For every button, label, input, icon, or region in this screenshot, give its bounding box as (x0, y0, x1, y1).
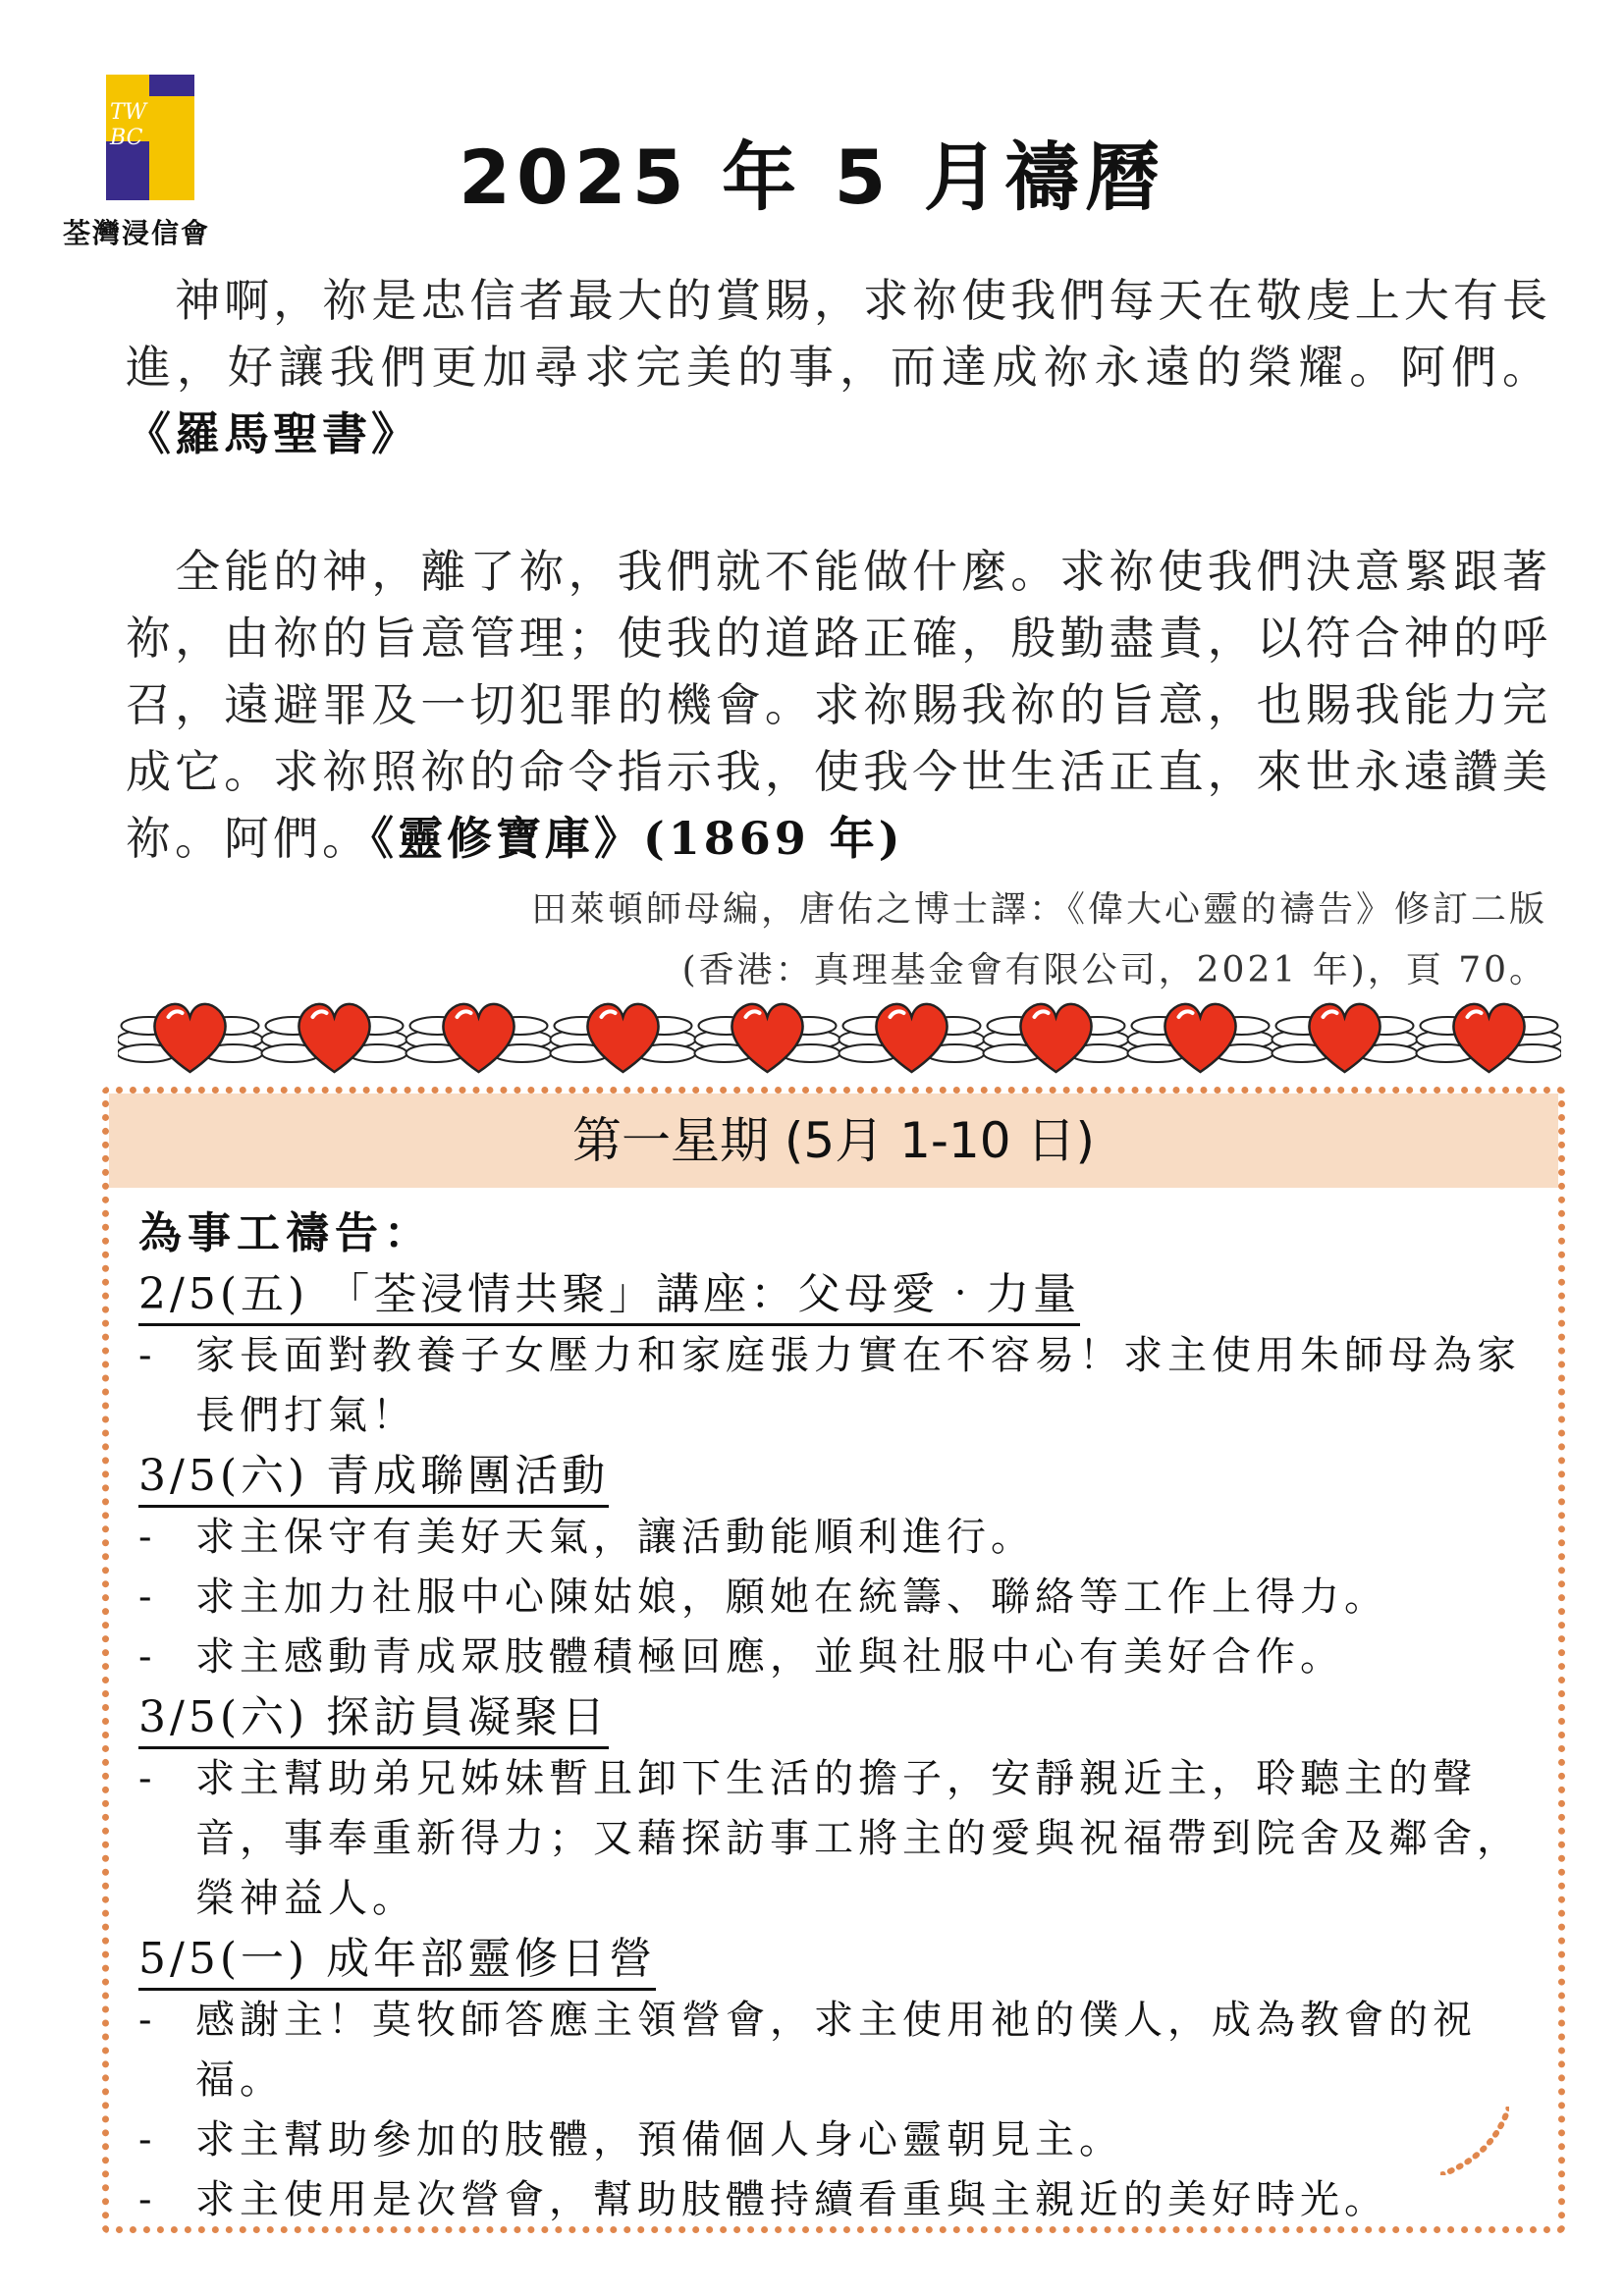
prayer-item: - 求主幫助弟兄姊妹暫且卸下生活的擔子，安靜親近主，聆聽主的聲音，事奉重新得力；又藉探訪事工將主的愛與祝福帶到院舍及鄰舍，榮神益人。 (138, 1756, 1521, 1921)
prayer-text: 神啊，祢是忠信者最大的賞賜，求祢使我們每天在敬虔上大有長進，好讓我們更加尋求完美的事，而達成祢永遠的榮耀。阿們。 (126, 274, 1551, 394)
winged-heart-icon (406, 1004, 552, 1072)
winged-heart-icon (118, 1004, 263, 1072)
prayer-item: - 家長面對教養子女壓力和家庭張力實在不容易！求主使用朱師母為家長們打氣！ (138, 1333, 1521, 1438)
prayer-item-text: 求主加力社服中心陳姑娘，願她在統籌、聯絡等工作上得力。 (195, 1575, 1388, 1620)
prayer-item-text: 感謝主！莫牧師答應主領營會，求主使用祂的僕人，成為教會的祝福。 (195, 1998, 1477, 2103)
prayer-text: 全能的神，離了祢，我們就不能做什麼。求祢使我們決意緊跟著祢，由祢的旨意管理；使我的道路正確，殷勤盡責，以符合神的呼召，遠避罪及一切犯罪的機會。求祢賜我祢的旨意，也賜我能力完成它。求祢照祢的命令指示我，使我今世生活正直，來世永遠讚美祢。阿們。 (126, 545, 1551, 865)
event-title: 2/5(五) 「荃浸情共聚」講座：父母愛‧力量 (138, 1266, 1080, 1326)
week-body (138, 1203, 1529, 2230)
event-title: 3/5(六) 探訪員凝聚日 (138, 1689, 609, 1749)
prayer-item: - 求主幫助參加的肢體，預備個人身心靈朝見主。 (138, 2117, 1123, 2163)
page-curl-decoration (1440, 2107, 1509, 2175)
prayer-item-text: 求主感動青成眾肢體積極回應，並與社服中心有美好合作。 (195, 1634, 1344, 1680)
week-prayer-box (102, 1087, 1565, 2233)
church-name: 荃灣浸信會 (63, 217, 211, 249)
prayer-source: 《靈修寶庫》(1869 年) (371, 812, 904, 865)
page-title: 2025 年 5 月禱曆 (459, 133, 1165, 221)
event-block (138, 1264, 1529, 1446)
winged-heart-icon (839, 1004, 985, 1072)
winged-heart-icon (1128, 1004, 1273, 1072)
winged-heart-icon (262, 1004, 407, 1072)
winged-heart-icon (984, 1004, 1129, 1072)
event-block (138, 1929, 1529, 2230)
prayer-item-text: 求主幫助參加的肢體，預備個人身心靈朝見主。 (195, 2117, 1123, 2163)
winged-heart-icon (695, 1004, 840, 1072)
week-header: 第一星期 (5月 1-10 日) (109, 1094, 1558, 1188)
hearts-border (118, 991, 1561, 1080)
logo-letters-top: TW (110, 100, 147, 125)
prayer-item-text: 求主使用是次營會，幫助肢體持續看重與主親近的美好時光。 (195, 2177, 1388, 2222)
prayer-item-text: 家長面對教養子女壓力和家庭張力實在不容易！求主使用朱師母為家長們打氣！ (195, 1333, 1521, 1438)
event-block (138, 1687, 1529, 1929)
prayer-item: - 求主保守有美好天氣，讓活動能順利進行。 (138, 1515, 1035, 1560)
prayer-item: - 求主加力社服中心陳姑娘，願她在統籌、聯絡等工作上得力。 (138, 1575, 1388, 1620)
prayer-item-text: 求主幫助弟兄姊妹暫且卸下生活的擔子，安靜親近主，聆聽主的聲音，事奉重新得力；又藉探訪事工將主的愛與祝福帶到院舍及鄰舍，榮神益人。 (195, 1756, 1521, 1921)
logo-block (149, 75, 194, 96)
prayer-paragraph (126, 267, 1551, 467)
prayer-item: - 求主感動青成眾肢體積極回應，並與社服中心有美好合作。 (138, 1634, 1344, 1680)
winged-heart-icon (1272, 1004, 1418, 1072)
event-title: 3/5(六) 青成聯團活動 (138, 1448, 609, 1508)
prayer-item-text: 求主保守有美好天氣，讓活動能順利進行。 (195, 1515, 1035, 1560)
citation-line: 田萊頓師母編，唐佑之博士譯：《偉大心靈的禱告》修訂二版 (530, 889, 1547, 930)
citation-line: (香港：真理基金會有限公司，2021 年)，頁 70。 (681, 950, 1547, 990)
winged-heart-icon (551, 1004, 696, 1072)
logo-letters-bottom: BC (110, 126, 143, 150)
prayer-source: 《羅馬聖書》 (126, 407, 420, 460)
prayer-item: - 求主使用是次營會，幫助肢體持續看重與主親近的美好時光。 (138, 2177, 1388, 2222)
winged-heart-icon (1417, 1004, 1562, 1072)
event-title: 5/5(一) 成年部靈修日營 (138, 1931, 656, 1991)
prayer-item: - 感謝主！莫牧師答應主領營會，求主使用祂的僕人，成為教會的祝福。 (138, 1998, 1477, 2103)
prayer-paragraph (126, 538, 1551, 872)
section-title: 為事工禱告： (138, 1208, 433, 1258)
event-block (138, 1446, 1529, 1687)
